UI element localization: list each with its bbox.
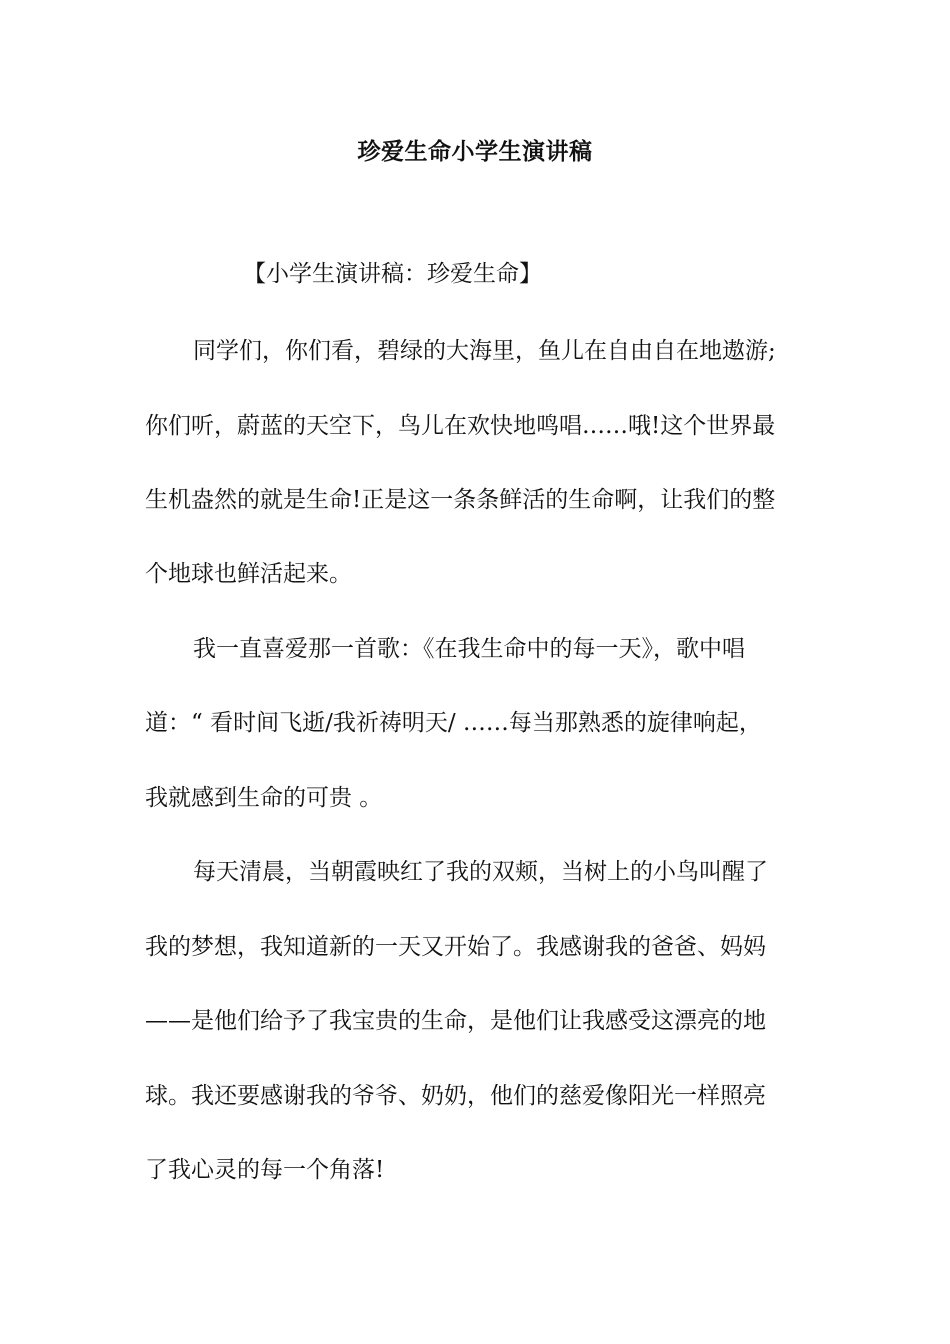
paragraph-line: 我一直喜爱那一首歌：《在我生命中的每一天》，歌中唱 bbox=[193, 636, 745, 662]
document-subtitle: 【小学生演讲稿：珍爱生命】 bbox=[243, 261, 542, 287]
document-title: 珍爱生命小学生演讲稿 bbox=[357, 138, 593, 165]
paragraph-line: 我的梦想，我知道新的一天又开始了。我感谢我的爸爸、妈妈 bbox=[145, 934, 766, 960]
paragraph-line: 道：“ 看时间飞逝/我祈祷明天/ ……每当那熟悉的旋律响起， bbox=[145, 710, 762, 736]
paragraph-line: 球。我还要感谢我的爷爷、奶奶，他们的慈爱像阳光一样照亮 bbox=[145, 1083, 766, 1109]
paragraph-line: ——是他们给予了我宝贵的生命，是他们让我感受这漂亮的地 bbox=[145, 1008, 766, 1034]
paragraph-line: 你们听，蔚蓝的天空下，鸟儿在欢快地鸣唱……哦!这个世界最 bbox=[145, 413, 776, 439]
paragraph-line: 每天清晨，当朝霞映红了我的双颊，当树上的小鸟叫醒了 bbox=[193, 859, 768, 885]
paragraph-line: 个地球也鲜活起来。 bbox=[145, 561, 352, 587]
paragraph-line: 我就感到生命的可贵 。 bbox=[145, 785, 383, 811]
paragraph-line: 同学们，你们看，碧绿的大海里，鱼儿在自由自在地遨游; bbox=[193, 338, 776, 364]
paragraph-line: 了我心灵的每一个角落! bbox=[145, 1157, 385, 1183]
paragraph-line: 生机盎然的就是生命!正是这一条条鲜活的生命啊，让我们的整 bbox=[145, 487, 776, 513]
